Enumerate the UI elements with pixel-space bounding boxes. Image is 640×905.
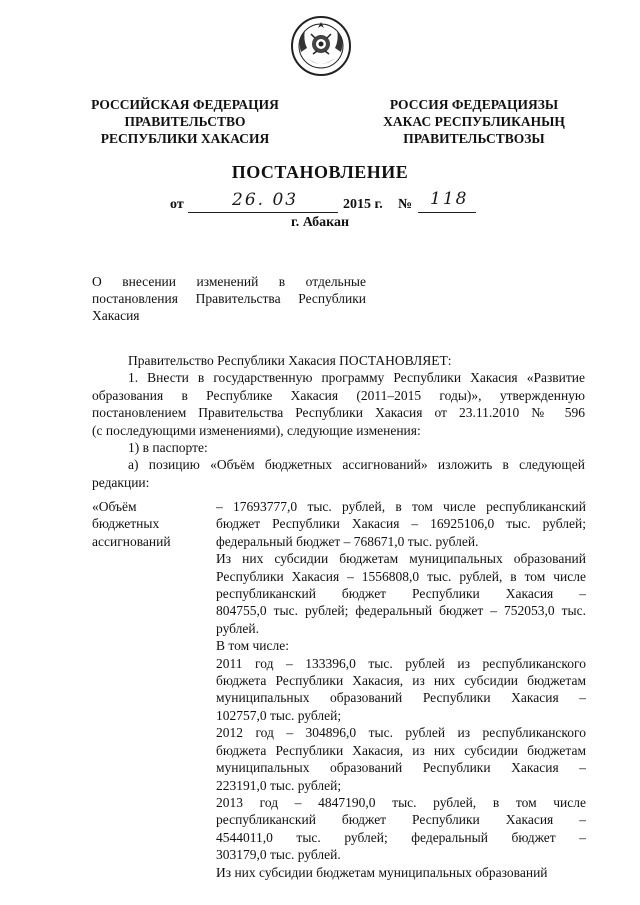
- number-handwritten: 118: [430, 189, 469, 209]
- table-line: 303179,0 тыс. рублей.: [216, 847, 341, 863]
- document-title: ПОСТАНОВЛЕНИЕ: [231, 162, 409, 182]
- document-subject: [92, 273, 366, 324]
- header-right-line-2: ХАКАС РЕСПУБЛИКАНЫҢ: [383, 114, 565, 129]
- year-label: 2015 г.: [343, 197, 383, 212]
- table-line: 223191,0 тыс. рублей;: [216, 777, 342, 793]
- subject-line-2: постановления Правительства Республики: [92, 291, 366, 306]
- header-left-line-1: РОССИЙСКАЯ ФЕДЕРАЦИЯ: [91, 97, 279, 112]
- city-name: г. Абакан: [290, 215, 350, 230]
- table-line: 102757,0 тыс. рублей;: [216, 707, 342, 723]
- budget-table-label: [92, 498, 202, 550]
- subitem-a-paragraph: [92, 456, 585, 491]
- table-line: 804755,0 тыс. рублей; федеральный бюджет – 752053,0 тыс.: [216, 603, 586, 619]
- table-line: бюджета Республики Хакасия, из них субсидии бюджетам: [216, 673, 586, 689]
- date-handwritten: 26. 03: [232, 190, 299, 210]
- table-line: федеральный бюджет – 768671,0 тыс. рублей.: [216, 533, 479, 549]
- item-1-line-1: 1. Внести в государственную программу Республики Хакасия «Развитие: [128, 370, 585, 386]
- passport-subitem: 1) в паспорте:: [128, 440, 208, 456]
- date-underline: [188, 212, 338, 213]
- coat-of-arms-emblem: [289, 14, 353, 78]
- table-line: В том числе:: [216, 638, 289, 654]
- header-right-line-1: РОССИЯ ФЕДЕРАЦИЯЗЫ: [389, 97, 559, 112]
- item-1-line-4: (с последующими изменениями), следующие изменения:: [92, 422, 421, 438]
- table-label-line-1: «Объём: [92, 499, 137, 514]
- subitem-a-line-1: а) позицию «Объём бюджетных ассигнований» изложить в следующей: [128, 457, 585, 473]
- table-line: 2013 год – 4847190,0 тыс. рублей, в том числе: [216, 794, 586, 810]
- subject-line-1: О внесении изменений в отдельные: [92, 274, 366, 289]
- table-line: Из них субсидии бюджетам муниципальных образований: [216, 551, 586, 567]
- number-label: №: [398, 197, 413, 212]
- resolution-intro: Правительство Республики Хакасия ПОСТАНОВЛЯЕТ:: [128, 353, 452, 368]
- table-line: муниципальных образований Республики Хакасия –: [216, 760, 586, 776]
- table-line: муниципальных образований Республики Хакасия –: [216, 690, 586, 706]
- table-line: Республики Хакасия – 1556808,0 тыс. рублей, в том числе: [216, 568, 586, 584]
- item-1-line-2: образования в Республике Хакасия (2011–2015 годы)», утвержденную: [92, 387, 585, 403]
- table-line: 4544011,0 тыс. рублей; федеральный бюджет –: [216, 829, 586, 845]
- table-line: бюджета Республики Хакасия, из них субсидии бюджетам: [216, 742, 586, 758]
- header-khakas: [356, 96, 592, 147]
- header-left-line-3: РЕСПУБЛИКИ ХАКАСИЯ: [100, 131, 270, 146]
- subitem-a-line-2: редакции:: [92, 474, 150, 490]
- header-right-line-3: ПРАВИТЕЛЬСТВОЗЫ: [403, 131, 545, 146]
- table-line: республиканский бюджет Республики Хакасия –: [216, 586, 586, 602]
- table-line: 2012 год – 304896,0 тыс. рублей из республиканского: [216, 725, 586, 741]
- number-underline: [418, 212, 476, 213]
- date-from-label: от: [170, 197, 184, 212]
- header-russian: [80, 96, 290, 147]
- header-left-line-2: ПРАВИТЕЛЬСТВО: [124, 114, 246, 129]
- table-line: бюджет Республики Хакасия – 16925106,0 тыс. рублей;: [216, 516, 586, 532]
- table-line: рублей.: [216, 620, 260, 636]
- item-1-paragraph: [92, 369, 585, 439]
- item-1-line-3: постановлением Правительства Республики Хакасия от 23.11.2010 № 596: [92, 405, 585, 421]
- table-line: республиканский бюджет Республики Хакасия –: [216, 812, 586, 828]
- table-line: – 17693777,0 тыс. рублей, в том числе республиканский: [216, 499, 586, 514]
- subject-line-3: Хакасия: [92, 308, 140, 323]
- document-body: [92, 352, 585, 491]
- budget-table-content: [216, 498, 586, 881]
- table-label-line-3: ассигнований: [92, 533, 171, 549]
- table-label-line-2: бюджетных: [92, 516, 160, 532]
- table-line: 2011 год – 133396,0 тыс. рублей из республиканского: [216, 655, 586, 671]
- table-line: Из них субсидии бюджетам муниципальных образований: [216, 864, 548, 880]
